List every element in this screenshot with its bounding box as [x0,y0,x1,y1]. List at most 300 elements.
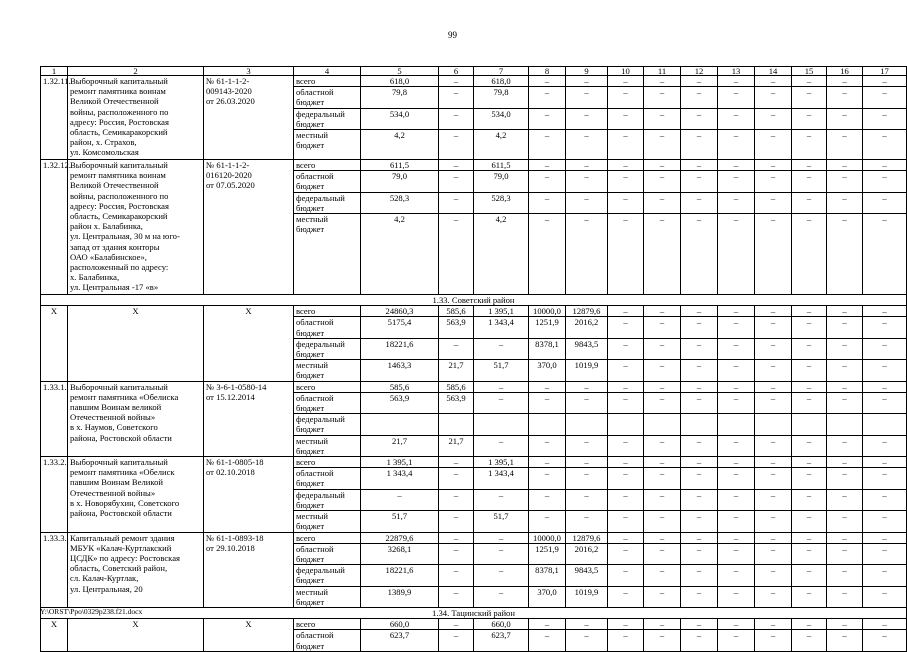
amount-cell: – [608,108,644,129]
amount-cell: – [755,338,792,359]
amount-cell [644,414,681,435]
amount-cell: – [827,160,863,171]
amount-cell: – [644,532,681,543]
funding-source: областной бюджет [294,87,361,108]
amount-cell: – [755,130,792,160]
amount-cell: – [474,489,529,510]
amount-cell: – [439,108,474,129]
amount-cell: 21,7 [439,435,474,456]
amount-cell: – [755,317,792,338]
amount-cell: 3268,1 [361,543,439,564]
amount-cell: 623,7 [474,630,529,651]
amount-cell: – [608,468,644,489]
amount-cell: – [827,214,863,295]
amount-cell: – [644,171,681,192]
amount-cell: – [566,130,608,160]
amount-cell: – [474,392,529,413]
amount-cell: – [863,306,907,317]
funding-source: областной бюджет [294,468,361,489]
amount-cell [863,414,907,435]
amount-cell: 611,5 [361,160,439,171]
amount-cell: – [439,457,474,468]
column-number-header: 12 [681,67,718,76]
budget-table [40,66,907,652]
amount-cell: – [792,76,827,87]
amount-cell: – [644,435,681,456]
document-ref: № 61-1-0805-18 от 02.10.2018 [204,457,294,532]
amount-cell: – [792,87,827,108]
amount-cell: – [529,489,566,510]
amount-cell: – [827,306,863,317]
amount-cell: 1389,9 [361,586,439,607]
amount-cell: 21,7 [439,360,474,381]
amount-cell: – [529,171,566,192]
amount-cell: – [755,630,792,651]
amount-cell: – [863,192,907,213]
amount-cell [474,414,529,435]
amount-cell: – [755,160,792,171]
amount-cell: – [608,457,644,468]
amount-cell: – [755,87,792,108]
amount-cell: – [644,619,681,630]
amount-cell: – [644,457,681,468]
amount-cell: – [827,392,863,413]
amount-cell: – [608,619,644,630]
column-number-header: 16 [827,67,863,76]
amount-cell: – [439,586,474,607]
amount-cell: – [827,381,863,392]
amount-cell: – [863,489,907,510]
amount-cell: – [718,87,755,108]
amount-cell: – [718,435,755,456]
amount-cell: 2016,2 [566,543,608,564]
amount-cell: – [681,619,718,630]
amount-cell: – [439,214,474,295]
column-number-header: 11 [644,67,681,76]
object-name: Выборочный капитальный ремонт памятника «Обелиск павшим Воинам Великой Отечественной войны» в х. Новорябухин, Советского района, Ростовской области [68,457,204,532]
document-ref: № 61-1-1-2- 009143-2020 от 26.03.2020 [204,76,294,160]
amount-cell: – [644,381,681,392]
amount-cell: – [718,76,755,87]
funding-source: федеральный бюджет [294,338,361,359]
row-number: 1.32.11. [41,76,68,160]
amount-cell: 623,7 [361,630,439,651]
amount-cell: – [718,381,755,392]
amount-cell: – [718,360,755,381]
amount-cell: – [827,130,863,160]
amount-cell: 4,2 [361,130,439,160]
amount-cell: – [529,392,566,413]
amount-cell: – [566,619,608,630]
amount-cell: 9843,5 [566,565,608,586]
amount-cell: – [718,214,755,295]
page-number: 99 [448,30,457,40]
amount-cell [718,414,755,435]
amount-cell: – [863,381,907,392]
column-number-header: 3 [204,67,294,76]
amount-cell: – [566,630,608,651]
amount-cell: – [863,130,907,160]
amount-cell: – [755,457,792,468]
column-number-header: 6 [439,67,474,76]
amount-cell: – [792,130,827,160]
amount-cell: – [566,76,608,87]
amount-cell: – [827,108,863,129]
document-ref: Х [204,306,294,381]
amount-cell: – [608,192,644,213]
amount-cell: – [863,160,907,171]
amount-cell: – [644,543,681,564]
amount-cell: – [474,532,529,543]
object-name: Выборочный капитальный ремонт памятника воинам Великой Отечественной войны, расположенного по адресу: Россия, Ростовская область, Семикаракорский район х. Балабинка, ул. Центральная, 30 м на юго- запад от здания конторы ОАО «Балабинское», расположенный по адресу: х. Балабинка, ул. Центральная -17 «в» [68,160,204,295]
column-number-header: 15 [792,67,827,76]
amount-cell: 585,6 [439,381,474,392]
table-row [41,619,907,630]
amount-cell: – [681,214,718,295]
funding-source: федеральный бюджет [294,565,361,586]
amount-cell: – [361,489,439,510]
amount-cell: – [827,511,863,532]
amount-cell: – [529,511,566,532]
amount-cell: – [681,76,718,87]
amount-cell: 51,7 [361,511,439,532]
amount-cell: – [608,160,644,171]
amount-cell: – [681,532,718,543]
amount-cell: – [529,130,566,160]
header-row [41,67,907,76]
amount-cell: – [863,171,907,192]
table-row [41,457,907,468]
amount-cell: 563,9 [439,317,474,338]
amount-cell: – [681,565,718,586]
amount-cell: – [608,511,644,532]
amount-cell: – [755,76,792,87]
amount-cell: – [827,338,863,359]
amount-cell: – [755,468,792,489]
funding-source: местный бюджет [294,511,361,532]
amount-cell: – [718,192,755,213]
funding-source: областной бюджет [294,543,361,564]
amount-cell: – [681,130,718,160]
amount-cell: – [681,108,718,129]
amount-cell: 8378,1 [529,338,566,359]
object-name: Выборочный капитальный ремонт памятника «Обелиска павшим Воинам великой Отечественной войны» в х. Наумов, Советского района, Ростовской области [68,381,204,456]
funding-source: местный бюджет [294,586,361,607]
funding-source: областной бюджет [294,171,361,192]
document-ref: № 61-1-0893-18 от 29.10.2018 [204,532,294,607]
amount-cell: – [644,160,681,171]
amount-cell: – [755,435,792,456]
object-name: Х [68,306,204,381]
amount-cell: – [718,306,755,317]
amount-cell: – [792,586,827,607]
amount-cell: – [681,511,718,532]
amount-cell: – [681,468,718,489]
amount-cell: 528,3 [361,192,439,213]
amount-cell: – [681,586,718,607]
funding-source: федеральный бюджет [294,414,361,435]
amount-cell: – [827,489,863,510]
amount-cell: – [827,565,863,586]
amount-cell: 534,0 [474,108,529,129]
amount-cell: – [439,543,474,564]
amount-cell: – [792,511,827,532]
amount-cell: – [827,619,863,630]
amount-cell: – [863,586,907,607]
funding-source: местный бюджет [294,214,361,295]
row-number: Х [41,306,68,381]
amount-cell: – [718,619,755,630]
amount-cell: – [863,214,907,295]
amount-cell: – [566,108,608,129]
amount-cell: 1 395,1 [474,457,529,468]
amount-cell: 18221,6 [361,338,439,359]
amount-cell: – [608,306,644,317]
amount-cell: – [529,435,566,456]
amount-cell: 9843,5 [566,338,608,359]
amount-cell: – [644,130,681,160]
funding-source: местный бюджет [294,360,361,381]
amount-cell: – [566,160,608,171]
amount-cell: – [755,381,792,392]
amount-cell: – [681,630,718,651]
amount-cell: – [792,338,827,359]
document-ref: № 61-1-1-2- 016120-2020 от 07.05.2020 [204,160,294,295]
amount-cell: – [718,130,755,160]
column-number-header: 1 [41,67,68,76]
amount-cell: – [644,468,681,489]
amount-cell: – [608,87,644,108]
amount-cell: – [566,171,608,192]
amount-cell: – [681,306,718,317]
amount-cell: – [644,511,681,532]
amount-cell: – [863,317,907,338]
object-name: Капитальный ремонт здания МБУК «Калач-Куртлакский ЦСДК» по адресу: Ростовская область, Советский район, сл. Калач-Куртлак, ул. Центральная, 20 [68,532,204,607]
amount-cell: – [755,489,792,510]
amount-cell: – [608,171,644,192]
amount-cell: – [863,76,907,87]
table-row [41,532,907,543]
section-row [41,295,907,306]
amount-cell: – [827,457,863,468]
amount-cell: 618,0 [474,76,529,87]
amount-cell: – [644,214,681,295]
amount-cell: – [529,457,566,468]
amount-cell: – [439,130,474,160]
amount-cell: – [681,543,718,564]
amount-cell: – [474,586,529,607]
amount-cell: – [529,192,566,213]
amount-cell: 660,0 [361,619,439,630]
section-title: 1.33. Советский район [41,295,907,306]
amount-cell: – [529,619,566,630]
amount-cell: – [439,192,474,213]
amount-cell: 1463,3 [361,360,439,381]
amount-cell: – [439,619,474,630]
amount-cell: – [608,586,644,607]
funding-source: областной бюджет [294,392,361,413]
amount-cell: – [827,543,863,564]
amount-cell: – [792,108,827,129]
section-row [41,607,907,618]
amount-cell: 1251,9 [529,543,566,564]
section-title: 1.34. Тацинский район [41,607,907,618]
amount-cell: 528,3 [474,192,529,213]
amount-cell: 4,2 [474,130,529,160]
amount-cell: – [681,192,718,213]
funding-source: всего [294,160,361,171]
amount-cell: 660,0 [474,619,529,630]
table-row [41,160,907,171]
amount-cell: – [608,214,644,295]
amount-cell: – [755,586,792,607]
amount-cell: 2016,2 [566,317,608,338]
amount-cell: – [792,532,827,543]
amount-cell: – [681,392,718,413]
funding-source: местный бюджет [294,130,361,160]
amount-cell: – [718,468,755,489]
amount-cell: – [863,511,907,532]
column-number-header: 10 [608,67,644,76]
row-number: 1.33.2. [41,457,68,532]
amount-cell [608,414,644,435]
amount-cell: – [755,171,792,192]
amount-cell: – [827,435,863,456]
amount-cell: – [644,630,681,651]
amount-cell: – [566,457,608,468]
amount-cell: 370,0 [529,586,566,607]
amount-cell: – [792,317,827,338]
amount-cell: – [644,338,681,359]
amount-cell: – [566,381,608,392]
amount-cell: – [755,543,792,564]
amount-cell: – [755,511,792,532]
amount-cell: – [608,338,644,359]
amount-cell: – [644,392,681,413]
amount-cell: – [755,619,792,630]
amount-cell: – [827,317,863,338]
amount-cell: – [755,108,792,129]
amount-cell: – [827,586,863,607]
amount-cell: – [681,171,718,192]
amount-cell: – [474,543,529,564]
amount-cell: – [827,171,863,192]
amount-cell: 4,2 [474,214,529,295]
amount-cell: – [718,317,755,338]
amount-cell: – [863,360,907,381]
amount-cell: – [439,468,474,489]
amount-cell: – [792,160,827,171]
amount-cell: – [755,532,792,543]
amount-cell: 12879,6 [566,306,608,317]
row-number: 1.33.3. [41,532,68,607]
amount-cell [439,414,474,435]
document-ref: Х [204,619,294,652]
amount-cell: – [827,192,863,213]
amount-cell: – [718,543,755,564]
amount-cell: – [863,338,907,359]
amount-cell: 51,7 [474,511,529,532]
amount-cell: 4,2 [361,214,439,295]
amount-cell: – [566,468,608,489]
amount-cell: – [863,532,907,543]
amount-cell: 10000,0 [529,532,566,543]
amount-cell: – [755,565,792,586]
amount-cell [755,414,792,435]
amount-cell: – [718,108,755,129]
amount-cell: – [792,192,827,213]
amount-cell: 563,9 [361,392,439,413]
amount-cell: – [529,630,566,651]
amount-cell: – [863,435,907,456]
footer-file-path: Y:\ORST\Ppo\0329p238.f21.docx [40,607,143,616]
amount-cell: 18221,6 [361,565,439,586]
row-number: Х [41,619,68,652]
amount-cell: – [792,360,827,381]
amount-cell: – [718,532,755,543]
object-name: Выборочный капитальный ремонт памятника воинам Великой Отечественной войны, расположенного по адресу: Россия, Ростовская область, Семикаракорский район, х. Страхов, ул. Комсомольская [68,76,204,160]
funding-source: всего [294,381,361,392]
amount-cell: – [474,435,529,456]
amount-cell: – [827,360,863,381]
funding-source: федеральный бюджет [294,192,361,213]
amount-cell: 585,6 [361,381,439,392]
amount-cell: – [755,214,792,295]
amount-cell: – [529,108,566,129]
amount-cell: – [439,532,474,543]
amount-cell: – [863,565,907,586]
amount-cell: – [644,108,681,129]
amount-cell: – [608,130,644,160]
amount-cell: – [681,489,718,510]
amount-cell: – [566,511,608,532]
amount-cell: – [827,532,863,543]
amount-cell: – [792,171,827,192]
amount-cell: – [755,306,792,317]
row-number: 1.32.12. [41,160,68,295]
amount-cell: – [718,338,755,359]
column-number-header: 2 [68,67,204,76]
amount-cell: – [718,511,755,532]
funding-source: областной бюджет [294,317,361,338]
amount-cell: – [644,565,681,586]
amount-cell: – [439,171,474,192]
funding-source: областной бюджет [294,630,361,651]
amount-cell: – [792,489,827,510]
amount-cell: – [755,392,792,413]
amount-cell: – [566,214,608,295]
amount-cell: – [792,543,827,564]
amount-cell: – [439,338,474,359]
amount-cell: – [608,489,644,510]
amount-cell: – [566,87,608,108]
amount-cell: 24860,3 [361,306,439,317]
document-ref: № 3-6-1-0580-14 от 15.12.2014 [204,381,294,456]
amount-cell: – [439,489,474,510]
amount-cell: – [792,306,827,317]
amount-cell: – [863,619,907,630]
amount-cell: – [792,457,827,468]
amount-cell: – [718,160,755,171]
amount-cell: – [863,392,907,413]
amount-cell: 8378,1 [529,565,566,586]
amount-cell: – [718,565,755,586]
amount-cell: 1019,9 [566,360,608,381]
amount-cell: – [792,392,827,413]
table-row [41,76,907,87]
column-number-header: 5 [361,67,439,76]
amount-cell: – [608,392,644,413]
